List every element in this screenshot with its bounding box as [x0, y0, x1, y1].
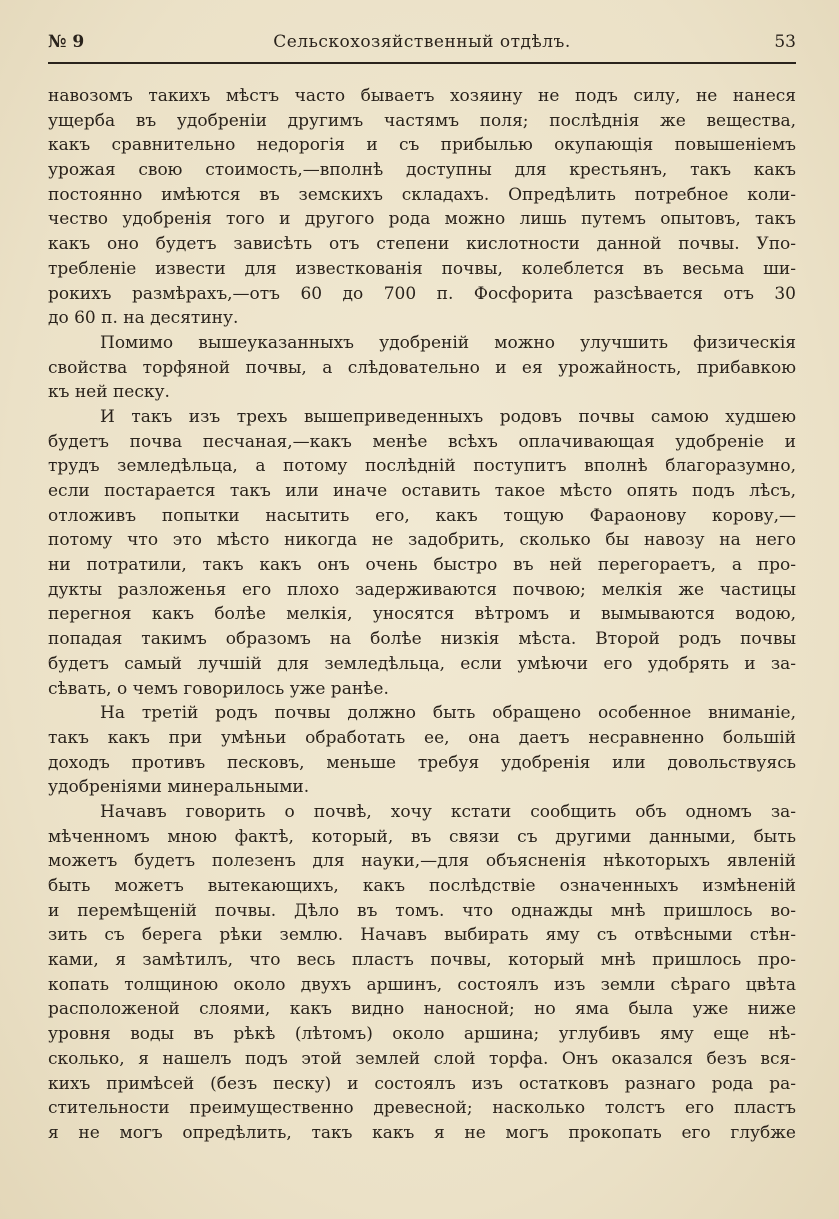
text-line: до 60 п. на десятину.: [48, 308, 239, 329]
text-line: быть можетъ вытекающихъ, какъ послѣдствіе означенныхъ измѣненій: [48, 876, 796, 896]
text-line: На третій родъ почвы должно быть обращено особенное вниманіе,: [100, 703, 796, 724]
text-line: постоянно имѣются въ земскихъ складахъ. Опредѣлить потребное коли-: [48, 184, 796, 205]
text-line: расположеной слоями, какъ видно наносной; но яма была уже ниже: [48, 999, 796, 1020]
text-line: и перемѣщеній почвы. Дѣло въ томъ. что однажды мнѣ пришлось во-: [48, 900, 796, 921]
section-title: Сельскохозяйственный отдѣлъ.: [273, 32, 571, 52]
text-line: можетъ будетъ полезенъ для науки,—для объясненія нѣкоторыхъ явленій: [48, 851, 796, 872]
text-line: рокихъ размѣрахъ,—отъ 60 до 700 п. Фосфорита разсѣвается отъ 30: [48, 283, 796, 304]
text-line: будетъ почва песчаная,—какъ менѣе всѣхъ оплачивающая удобреніе и: [48, 431, 796, 452]
text-line: потому что это мѣсто никогда не задобрить, сколько бы навозу на него: [48, 530, 796, 551]
text-line: зить съ берега рѣки землю. Начавъ выбирать яму съ отвѣсными стѣн-: [48, 925, 796, 946]
text-line: доходъ противъ песковъ, меньше требуя удобренія или довольствуясь: [48, 752, 796, 773]
text-line: ни потратили, такъ какъ онъ очень быстро въ ней перегораетъ, а про-: [48, 555, 796, 576]
text-line: навозомъ такихъ мѣстъ часто бываетъ хозяину не подъ силу, не нанеся: [48, 86, 796, 106]
text-line: отложивъ попытки насытить его, какъ тощую Фараонову корову,—: [48, 505, 796, 526]
text-line: какъ оно будетъ зависѣть отъ степени кислотности данной почвы. Упо-: [48, 234, 796, 255]
text-line: кихъ примѣсей (безъ песку) и состоялъ изъ остатковъ разнаго рода ра-: [48, 1073, 796, 1094]
running-header: [48, 32, 796, 60]
text-line: урожая свою стоимость,—вполнѣ доступны для крестьянъ, такъ какъ: [48, 160, 796, 181]
text-line: трудъ земледѣльца, а потому послѣдній поступитъ вполнѣ благоразумно,: [48, 456, 796, 477]
text-line: попадая такимъ образомъ на болѣе низкія мѣста. Второй родъ почвы: [48, 629, 796, 650]
text-line: копать толщиною около двухъ аршинъ, состоялъ изъ земли сѣраго цвѣта: [48, 974, 796, 995]
text-line: ущерба въ удобреніи другимъ частямъ поля; послѣднія же вещества,: [48, 110, 796, 131]
text-line: будетъ самый лучшій для земледѣльца, если умѣючи его удобрять и за-: [48, 653, 796, 674]
text-line: я не могъ опредѣлить, такъ какъ я не могъ прокопать его глубже: [48, 1122, 796, 1143]
text-line: уровня воды въ рѣкѣ (лѣтомъ) около аршина; углубивъ яму еще нѣ-: [48, 1024, 796, 1045]
text-line: Помимо вышеуказанныхъ удобреній можно улучшить физическія: [100, 332, 796, 353]
text-line: мѣченномъ мною фактѣ, который, въ связи съ другими данными, быть: [48, 826, 796, 847]
text-line: ками, я замѣтилъ, что весь пластъ почвы, который мнѣ пришлось про-: [48, 950, 796, 971]
text-line: дукты разложенья его плохо задерживаются почвою; мелкія же частицы: [48, 579, 796, 600]
header-rule: [48, 62, 796, 64]
text-line: требленіе извести для известкованія почвы, колеблется въ весьма ши-: [48, 258, 796, 279]
text-line: перегноя какъ болѣе мелкія, уносятся вѣтромъ и вымываются водою,: [48, 604, 796, 625]
issue-number: № 9: [48, 32, 85, 52]
text-line: такъ какъ при умѣньи обработать ее, она даетъ несравненно большій: [48, 727, 796, 748]
text-line: И такъ изъ трехъ вышеприведенныхъ родовъ почвы самою худшею: [100, 406, 796, 427]
text-line: свойства торфяной почвы, а слѣдовательно и ея урожайность, прибавкою: [48, 357, 796, 378]
body-text: [48, 84, 796, 1146]
text-line: чество удобренія того и другого рода можно лишь путемъ опытовъ, такъ: [48, 209, 796, 230]
text-line: какъ сравнительно недорогія и съ прибылью окупающія повышеніемъ: [48, 135, 796, 156]
page-number: 53: [774, 32, 796, 52]
text-line: удобреніями минеральными.: [48, 777, 310, 798]
text-line: если постарается такъ или иначе оставить такое мѣсто опять подъ лѣсъ,: [48, 481, 796, 501]
text-line: сколько, я нашелъ подъ этой землей слой торфа. Онъ оказался безъ вся-: [48, 1048, 796, 1069]
text-line: къ ней песку.: [48, 382, 170, 403]
text-line: Начавъ говорить о почвѣ, хочу кстати сообщить объ одномъ за-: [100, 801, 796, 822]
text-line: сѣвать, о чемъ говорилось уже ранѣе.: [48, 678, 389, 699]
text-line: стительности преимущественно древесной; насколько толстъ его пластъ: [48, 1098, 796, 1119]
